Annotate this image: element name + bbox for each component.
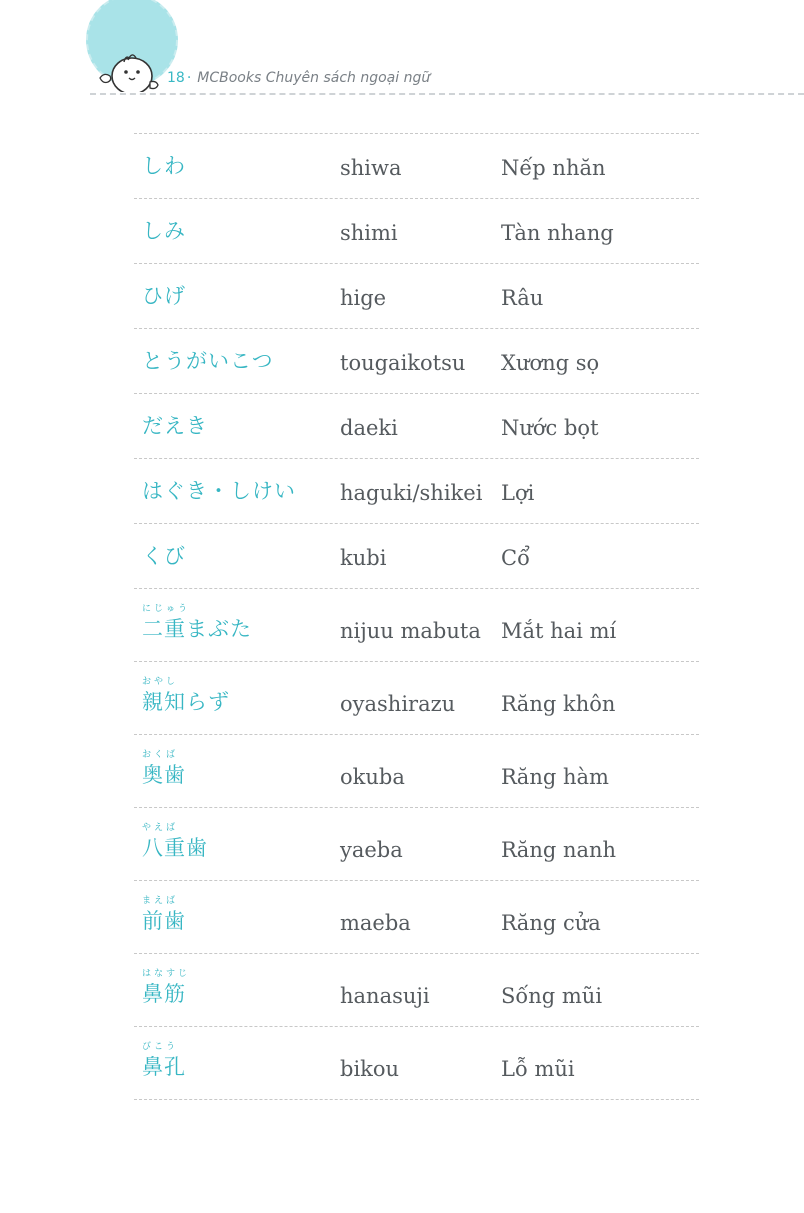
- japanese-text: しわ: [142, 154, 186, 178]
- romaji: shimi: [340, 221, 398, 245]
- japanese-word: [142, 896, 186, 935]
- mascot-icon: [94, 46, 164, 92]
- japanese-text: だえき: [142, 414, 208, 438]
- vocab-row: [134, 459, 699, 524]
- japanese-text: 前歯: [142, 909, 186, 933]
- japanese-word: [142, 150, 186, 180]
- vietnamese-meaning: Sống mũi: [501, 984, 603, 1008]
- romaji: yaeba: [340, 838, 403, 862]
- vietnamese-meaning: Cổ: [501, 546, 530, 570]
- japanese-word: [142, 1042, 186, 1081]
- romaji: daeki: [340, 416, 398, 440]
- japanese-text: 八重歯: [142, 836, 208, 860]
- vietnamese-meaning: Tàn nhang: [501, 221, 614, 245]
- vocab-row: [134, 1027, 699, 1100]
- furigana: おくば: [142, 750, 179, 760]
- romaji: tougaikotsu: [340, 351, 466, 375]
- japanese-text: はぐき・しけい: [142, 479, 296, 503]
- japanese-word: [142, 604, 252, 643]
- romaji: haguki/shikei: [340, 481, 483, 505]
- japanese-word: [142, 540, 186, 570]
- vocab-row: [134, 329, 699, 394]
- vietnamese-meaning: Răng cửa: [501, 911, 601, 935]
- romaji: shiwa: [340, 156, 402, 180]
- romaji: hige: [340, 286, 387, 310]
- vocab-row: [134, 199, 699, 264]
- vietnamese-meaning: Nước bọt: [501, 416, 599, 440]
- vocab-row: [134, 662, 699, 735]
- japanese-text: 奥歯: [142, 763, 186, 787]
- vietnamese-meaning: Nếp nhăn: [501, 156, 606, 180]
- furigana: はなすじ: [142, 969, 191, 979]
- japanese-text: とうがいこつ: [142, 349, 274, 373]
- page-header: [0, 0, 804, 110]
- header-divider: [90, 93, 804, 95]
- vocabulary-table: [134, 133, 699, 1100]
- running-header: [167, 70, 430, 86]
- japanese-text: ひげ: [142, 284, 186, 308]
- furigana: びこう: [142, 1042, 179, 1052]
- page-number: 18: [167, 70, 185, 86]
- japanese-text: しみ: [142, 219, 186, 243]
- japanese-word: [142, 280, 186, 310]
- header-separator: ·: [186, 70, 192, 86]
- furigana: にじゅう: [142, 604, 191, 614]
- vocab-row: [134, 524, 699, 589]
- japanese-text: 親知らず: [142, 690, 230, 714]
- vocab-row: [134, 808, 699, 881]
- vietnamese-meaning: Răng khôn: [501, 692, 616, 716]
- japanese-word: [142, 823, 208, 862]
- vietnamese-meaning: Mắt hai mí: [501, 619, 617, 643]
- japanese-text: 鼻筋: [142, 982, 186, 1006]
- japanese-word: [142, 410, 208, 440]
- japanese-word: [142, 750, 186, 789]
- japanese-text: 二重まぶた: [142, 617, 252, 641]
- furigana: まえば: [142, 896, 179, 906]
- vocab-row: [134, 264, 699, 329]
- vocab-row: [134, 133, 699, 199]
- vocab-row: [134, 954, 699, 1027]
- vocab-row: [134, 735, 699, 808]
- romaji: hanasuji: [340, 984, 430, 1008]
- vietnamese-meaning: Xương sọ: [501, 351, 600, 375]
- vocab-row: [134, 394, 699, 459]
- romaji: kubi: [340, 546, 387, 570]
- japanese-word: [142, 475, 296, 505]
- romaji: bikou: [340, 1057, 400, 1081]
- japanese-word: [142, 677, 230, 716]
- romaji: okuba: [340, 765, 405, 789]
- vocab-row: [134, 881, 699, 954]
- vietnamese-meaning: Răng hàm: [501, 765, 609, 789]
- publisher-title: MCBooks Chuyên sách ngoại ngữ: [197, 70, 431, 86]
- vietnamese-meaning: Lỗ mũi: [501, 1057, 575, 1081]
- romaji: maeba: [340, 911, 411, 935]
- japanese-text: 鼻孔: [142, 1055, 186, 1079]
- furigana: やえば: [142, 823, 179, 833]
- vietnamese-meaning: Râu: [501, 286, 544, 310]
- japanese-text: くび: [142, 544, 186, 568]
- furigana: おやし: [142, 677, 179, 687]
- vietnamese-meaning: Lợi: [501, 481, 535, 505]
- romaji: nijuu mabuta: [340, 619, 481, 643]
- japanese-word: [142, 969, 190, 1008]
- vocab-row: [134, 589, 699, 662]
- romaji: oyashirazu: [340, 692, 456, 716]
- vietnamese-meaning: Răng nanh: [501, 838, 617, 862]
- japanese-word: [142, 215, 186, 245]
- japanese-word: [142, 345, 274, 375]
